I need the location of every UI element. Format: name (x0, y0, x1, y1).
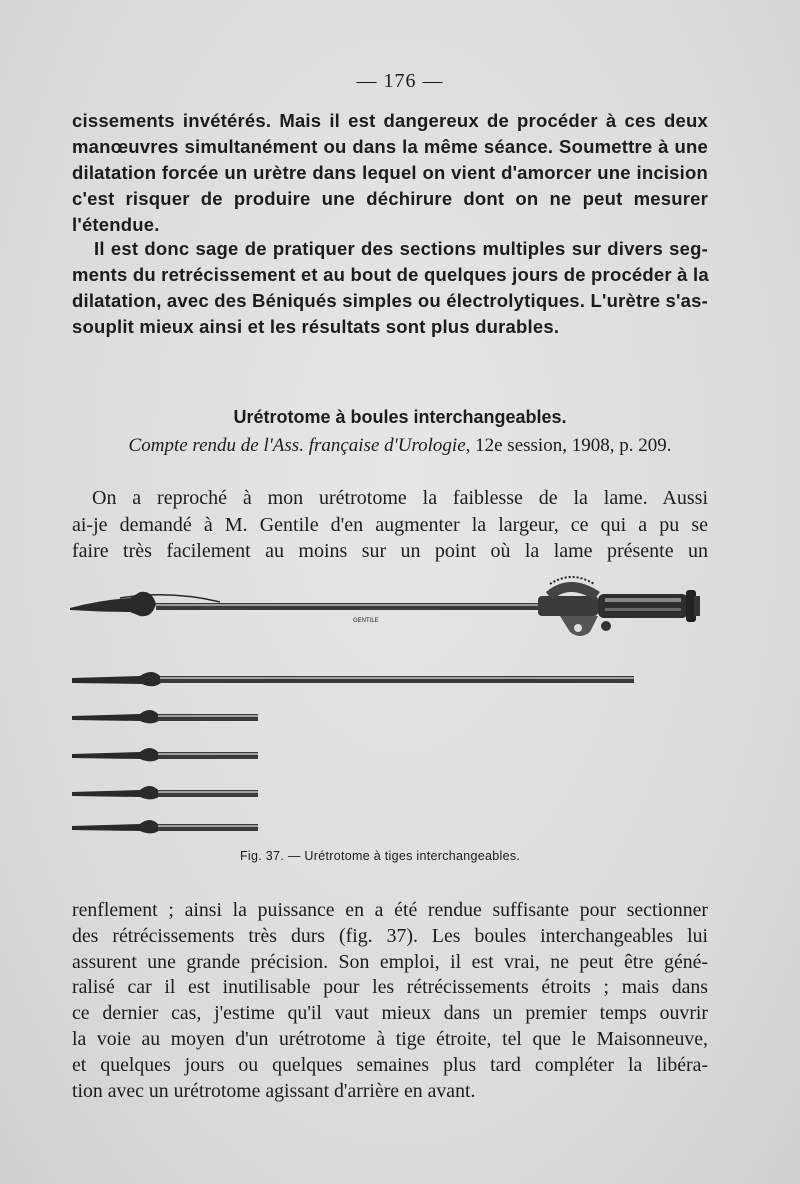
text-line: ralisé car il est inutilisable pour les rétrécissements étroits ; mais dans (72, 976, 708, 999)
short-rod-4 (72, 820, 258, 833)
text-line: renflement ; ainsi la puissance en a été rendue suffisante pour sectionner (72, 899, 708, 921)
urethrotome-illustration (60, 570, 720, 845)
text-line: ai-je demandé à M. Gentile d'en augmenter la largeur, ce qui a pu se (72, 513, 708, 536)
short-rod-3 (72, 786, 258, 799)
text-line: Il est donc sage de pratiquer des sections multiples sur divers seg- (94, 238, 708, 259)
main-instrument (70, 577, 700, 636)
paragraph-3 (72, 485, 708, 565)
text-line: ments du retrécissement et au bout de quelques jours de procéder à la (72, 264, 709, 285)
figure-caption: Fig. 37. — Urétrotome à tiges interchangeables. (240, 849, 521, 863)
text-line: dilatation forcée un urètre dans lequel on vient d'amorcer une incision (72, 162, 708, 183)
short-rod-1 (72, 710, 258, 723)
text-line: cissements invétérés. Mais il est dangereux de procéder à ces deux (72, 110, 708, 131)
text-line: On a reproché à mon urétrotome la faiblesse de la lame. Aussi (92, 487, 708, 509)
text-line: ce dernier cas, j'estime qu'il vaut mieux dans un premier temps ouvrir (72, 1002, 708, 1025)
paragraph-2 (72, 236, 708, 340)
short-rod-2 (72, 748, 258, 761)
text-line: assurent une grande précision. Son emploi, il est vrai, ne peut être géné- (72, 950, 708, 973)
text-line: c'est risquer de produire une déchirure dont on ne peut mesurer (72, 188, 708, 209)
text-line: et quelques jours ou quelques semaines plus tard compléter la libéra- (72, 1053, 708, 1076)
maker-label: GENTILE (353, 618, 379, 624)
figure-urethrotome (60, 570, 720, 845)
long-rod (72, 672, 634, 686)
text-line: l'étendue. (72, 214, 160, 235)
section-heading: Urétrotome à boules interchangeables. (233, 407, 567, 427)
page-number: — 176 — (356, 70, 444, 92)
text-line: souplit mieux ainsi et les résultats sont plus durables. (72, 316, 560, 337)
reference-italic: Compte rendu de l'Ass. française d'Urologie, (128, 435, 471, 456)
text-line: la voie au moyen d'un urétrotome à tige étroite, tel que le Maisonneuve, (72, 1027, 708, 1050)
text-line: faire très facilement au moins sur un point où la lame présente un (72, 540, 708, 562)
text-line: manœuvres simultanément ou dans la même séance. Soumettre à une (72, 136, 708, 157)
text-line: tion avec un urétrotome agissant d'arrière en avant. (72, 1079, 476, 1102)
text-line: dilatation, avec des Béniqués simples ou électrolytiques. L'urètre s'as- (72, 290, 708, 311)
paragraph-1 (72, 108, 708, 238)
paragraph-4 (72, 898, 708, 1104)
text-line: des rétrécissements très durs (fig. 37). Les boules interchangeables lui (72, 924, 708, 947)
reference-details: 12e session, 1908, p. 209. (470, 435, 672, 456)
reference-citation (0, 435, 800, 457)
